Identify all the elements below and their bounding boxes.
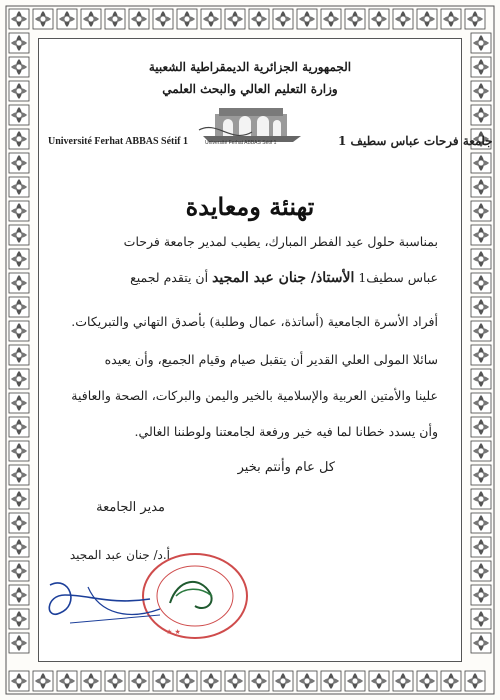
border-flower-tile bbox=[9, 33, 29, 53]
republic-header: الجمهورية الجزائرية الديمقراطية الشعبية bbox=[148, 60, 352, 74]
border-flower-tile bbox=[369, 671, 389, 691]
border-flower-tile bbox=[345, 671, 365, 691]
border-flower-tile bbox=[471, 321, 491, 341]
border-flower-tile bbox=[33, 9, 53, 29]
body-line-2-end: أن يتقدم لجميع bbox=[130, 270, 209, 285]
body-line-1: بمناسبة حلول عيد الفطر المبارك، يطيب لمدير جامعة فرحات bbox=[123, 234, 438, 249]
body-line-2 bbox=[130, 270, 438, 286]
border-flower-tile bbox=[153, 9, 173, 29]
border-flower-tile bbox=[9, 129, 29, 149]
logo-caption: Université Ferhat ABBAS Sétif 1 bbox=[205, 140, 277, 146]
signatory-role: مدير الجامعة bbox=[96, 500, 165, 515]
border-flower-tile bbox=[471, 585, 491, 605]
border-flower-tile bbox=[471, 273, 491, 293]
border-flower-tile bbox=[9, 513, 29, 533]
border-flower-tile bbox=[471, 225, 491, 245]
border-flower-tile bbox=[105, 671, 125, 691]
border-flower-tile bbox=[9, 465, 29, 485]
border-flower-tile bbox=[33, 671, 53, 691]
border-flower-tile bbox=[9, 417, 29, 437]
border-flower-tile bbox=[225, 9, 245, 29]
border-flower-tile bbox=[471, 633, 491, 653]
border-flower-tile bbox=[225, 671, 245, 691]
border-flower-tile bbox=[177, 9, 197, 29]
border-flower-tile bbox=[9, 609, 29, 629]
body-line-4: سائلا المولى العلي القدير أن يتقبل صيام وقيام الجميع، وأن يعيده bbox=[104, 352, 438, 367]
border-flower-tile bbox=[471, 465, 491, 485]
border-flower-tile bbox=[9, 585, 29, 605]
border-flower-tile bbox=[471, 609, 491, 629]
svg-text:★ ★: ★ ★ bbox=[166, 628, 181, 636]
border-flower-tile bbox=[9, 393, 29, 413]
border-flower-tile bbox=[9, 105, 29, 125]
border-flower-tile bbox=[471, 153, 491, 173]
signatory-name: أ.د/ جنان عبد المجيد bbox=[69, 548, 170, 562]
body-line-5: علينا والأمتين العربية والإسلامية بالخير واليمن والبركات، الصحة والعافية bbox=[71, 388, 438, 403]
border-flower-tile bbox=[297, 671, 317, 691]
border-flower-tile bbox=[471, 417, 491, 437]
border-flower-tile bbox=[471, 33, 491, 53]
border-flower-tile bbox=[471, 297, 491, 317]
border-flower-tile bbox=[249, 9, 269, 29]
border-flower-tile bbox=[393, 9, 413, 29]
border-flower-tile bbox=[249, 671, 269, 691]
university-name-fr: Université Ferhat ABBAS Sétif 1 bbox=[48, 136, 188, 147]
border-flower-tile bbox=[9, 441, 29, 461]
border-flower-tile bbox=[297, 9, 317, 29]
border-flower-tile bbox=[81, 671, 101, 691]
border-flower-tile bbox=[9, 369, 29, 389]
border-flower-tile bbox=[273, 9, 293, 29]
border-flower-tile bbox=[321, 9, 341, 29]
border-flower-tile bbox=[471, 537, 491, 557]
document-title: تهنئة ومعايدة bbox=[185, 192, 315, 221]
university-name-ar: جامعة فرحات عباس سطيف 1 bbox=[338, 134, 493, 148]
border-flower-tile bbox=[9, 249, 29, 269]
border-flower-tile bbox=[471, 105, 491, 125]
border-flower-tile bbox=[471, 489, 491, 509]
border-flower-tile bbox=[9, 489, 29, 509]
border-flower-tile bbox=[129, 671, 149, 691]
border-flower-tile bbox=[345, 9, 365, 29]
body-line-3: أفراد الأسرة الجامعية (أساتذة، عمال وطلبة) بأصدق التهاني والتبريكات. bbox=[71, 314, 438, 329]
border-flower-tile bbox=[57, 671, 77, 691]
border-flower-tile bbox=[465, 671, 485, 691]
border-flower-tile bbox=[417, 9, 437, 29]
border-flower-tile bbox=[471, 369, 491, 389]
border-flower-tile bbox=[9, 273, 29, 293]
border-flower-tile bbox=[129, 9, 149, 29]
border-flower-tile bbox=[9, 537, 29, 557]
border-flower-tile bbox=[441, 9, 461, 29]
border-flower-tile bbox=[201, 9, 221, 29]
border-flower-tile bbox=[471, 393, 491, 413]
border-flower-tile bbox=[369, 9, 389, 29]
border-flower-tile bbox=[273, 671, 293, 691]
border-flower-tile bbox=[9, 561, 29, 581]
handwritten-signature bbox=[40, 565, 190, 635]
border-flower-tile bbox=[417, 671, 437, 691]
rector-name: الأستاذ/ جنان عبد المجيد bbox=[212, 270, 355, 286]
closing-greeting: كل عام وأنتم بخير bbox=[237, 460, 335, 475]
border-flower-tile bbox=[471, 345, 491, 365]
border-flower-tile bbox=[153, 671, 173, 691]
border-flower-tile bbox=[471, 441, 491, 461]
border-flower-tile bbox=[441, 671, 461, 691]
body-line-2-start: عباس سطيف1 bbox=[358, 270, 438, 285]
border-flower-tile bbox=[57, 9, 77, 29]
border-flower-tile bbox=[471, 513, 491, 533]
border-flower-tile bbox=[9, 297, 29, 317]
border-flower-tile bbox=[471, 561, 491, 581]
body-line-6: وأن يسدد خطانا لما فيه خير ورفعة لجامعتنا ولوطننا الغالي. bbox=[134, 424, 438, 439]
ministry-header: وزارة التعليم العالي والبحث العلمي bbox=[162, 82, 338, 96]
border-flower-tile bbox=[201, 671, 221, 691]
border-flower-tile bbox=[9, 9, 29, 29]
border-flower-tile bbox=[9, 321, 29, 341]
border-flower-tile bbox=[81, 9, 101, 29]
border-flower-tile bbox=[177, 671, 197, 691]
border-flower-tile bbox=[471, 249, 491, 269]
border-flower-tile bbox=[9, 153, 29, 173]
border-flower-tile bbox=[321, 671, 341, 691]
border-flower-tile bbox=[465, 9, 485, 29]
border-flower-tile bbox=[9, 633, 29, 653]
border-flower-tile bbox=[393, 671, 413, 691]
border-flower-tile bbox=[9, 345, 29, 365]
border-flower-tile bbox=[9, 671, 29, 691]
border-flower-tile bbox=[105, 9, 125, 29]
border-flower-tile bbox=[9, 225, 29, 245]
